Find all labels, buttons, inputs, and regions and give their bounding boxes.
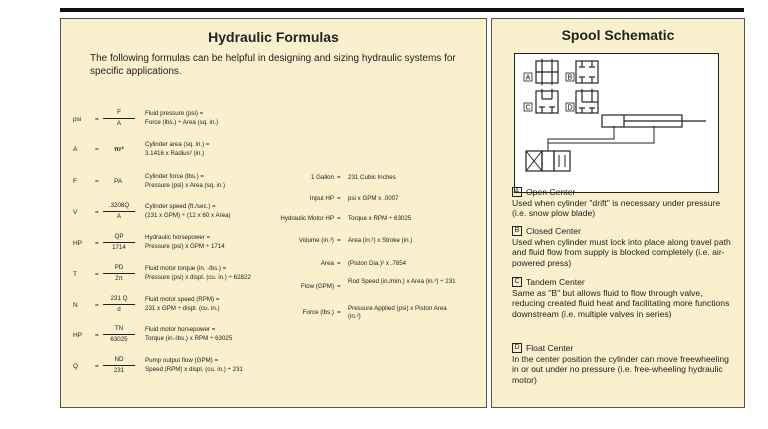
- conversion-value: Pressure Applied (psi) x Piston Area (in.²): [348, 305, 447, 320]
- spool-description: Used when cylinder must lock into place along travel path and fluid flow from supply is blocked completely (i.e. air-powered press): [512, 236, 731, 268]
- spool-entry-b: [512, 226, 734, 268]
- formula-fraction: $\frac{PD}{2\pi}$: [103, 264, 135, 283]
- formula-fraction: $\frac{TN}{63025}$: [103, 325, 135, 344]
- equals-sign: =: [337, 195, 341, 202]
- conversion-label: Flow (GPM): [301, 283, 334, 290]
- spool-name: Open Center: [526, 187, 576, 197]
- formula-description: Fluid pressure (psi) = Force (lbs.) ÷ Area (sq. in.): [145, 110, 219, 126]
- intro-text: The following formulas can be helpful in designing and sizing hydraulic systems for specific applications.: [90, 53, 456, 77]
- equals-sign: =: [337, 260, 341, 267]
- spool-letter: A: [525, 74, 531, 82]
- spool-entry-d: [512, 343, 734, 385]
- formula-symbol: psi: [73, 116, 82, 123]
- conversion-label: Input HP: [309, 195, 334, 202]
- spool-description: Same as "B" but allows fluid to flow through valve, reducing created fluid heat and facilitating more functions downstream (i.e. multiple valves in series): [512, 287, 730, 319]
- spool-schematic-diagram: [514, 53, 719, 193]
- formula-description: Pump output flow (GPM) = Speed (RPM) x displ. (cu. in.) ÷ 231: [145, 357, 243, 373]
- formula-fraction: $\frac{F}{A}$: [103, 109, 135, 128]
- equals-sign: =: [95, 116, 99, 123]
- formula-fraction: $\frac{QP}{1714}$: [103, 233, 135, 252]
- spool-name: Tandem Center: [526, 277, 585, 287]
- spool-description: Used when cylinder "drift" is necessary under pressure (i.e. snow plow blade): [512, 197, 721, 218]
- formula-symbol: HP: [73, 240, 83, 247]
- equals-sign: =: [95, 178, 99, 185]
- spool-letter-box: C: [512, 277, 522, 287]
- spool-description: In the center position the cylinder can move freewheeling in or out under no pressure (i.e. free-wheeling hydraulic motor): [512, 353, 729, 385]
- formula-symbol: V: [73, 209, 78, 216]
- formula-description: Fluid motor torque (in. -lbs.) = Pressure (psi) x displ. (cu. in.) ÷ 62822: [145, 265, 251, 281]
- conversion-label: Force (lbs.): [302, 309, 334, 316]
- equals-sign: =: [95, 146, 99, 153]
- formula-fraction: $\frac{.3208Q}{A}$: [103, 202, 135, 221]
- spool-letter: C: [525, 104, 531, 112]
- formula-expression: πr²: [114, 146, 124, 153]
- conversion-value: (Piston Dia.)² x .7854: [348, 260, 407, 267]
- conversion-label: 1 Gallon: [310, 174, 334, 181]
- conversion-label: Volume (in.³): [298, 237, 334, 244]
- formula-description: Hydraulic horsepower = Pressure (psi) x GPM ÷ 1714: [145, 234, 225, 250]
- spool-letter: D: [567, 104, 573, 112]
- formula-description: Cylinder speed (ft./sec.) = (231 x GPM) ÷ (12 x 60 x Area): [145, 203, 231, 219]
- spool-letter: B: [567, 74, 573, 82]
- formula-expression: PA: [114, 178, 123, 185]
- formula-symbol: Q: [73, 363, 79, 370]
- formula-description: Fluid motor horsepower = Torque (in.-lbs.) x RPM ÷ 63025: [145, 326, 233, 342]
- conversion-value: Torque x RPM ÷ 63025: [348, 215, 412, 222]
- equals-sign: =: [337, 174, 341, 181]
- conversion-label: Hydraulic Motor HP: [280, 215, 334, 222]
- conversion-value: Area (in.²) x Stroke (in.): [348, 237, 413, 244]
- formula-symbol: N: [73, 302, 78, 309]
- equals-sign: =: [95, 271, 99, 278]
- formula-description: Cylinder force (lbs.) = Pressure (psi) x Area (sq. in.): [145, 173, 226, 189]
- formula-fraction: $\frac{231 Q}{d}$: [103, 295, 135, 314]
- equals-sign: =: [95, 209, 99, 216]
- formula-symbol: A: [73, 146, 78, 153]
- formula-symbol: T: [73, 271, 77, 278]
- spool-letter-box: A: [512, 187, 522, 197]
- spool-letter-box: B: [512, 226, 522, 236]
- panel-title: Spool Schematic: [561, 27, 675, 43]
- spool-entry-a: [512, 187, 734, 219]
- equals-sign: =: [337, 309, 341, 316]
- hydraulic-formulas-panel: [60, 18, 487, 408]
- equals-sign: =: [337, 215, 341, 222]
- equals-sign: =: [95, 302, 99, 309]
- conversion-value: Rod Speed (in./min.) x Area (in.²) ÷ 231: [348, 278, 456, 285]
- spool-letter-box: D: [512, 343, 522, 353]
- panel-title: Hydraulic Formulas: [208, 29, 339, 45]
- formula-symbol: HP: [73, 332, 83, 339]
- equals-sign: =: [95, 363, 99, 370]
- equals-sign: =: [95, 240, 99, 247]
- equals-sign: =: [337, 237, 341, 244]
- spool-name: Closed Center: [526, 226, 581, 236]
- conversion-value: 231 Cubic Inches: [348, 174, 396, 181]
- spool-name: Float Center: [526, 343, 574, 353]
- formula-fraction: $\frac{ND}{231}$: [103, 356, 135, 375]
- top-rule: [60, 8, 744, 12]
- spool-entry-c: [512, 277, 734, 319]
- equals-sign: =: [337, 283, 341, 290]
- equals-sign: =: [95, 332, 99, 339]
- conversion-value: psi x GPM x .0007: [348, 195, 399, 202]
- spool-schematic-panel: [491, 18, 745, 408]
- conversion-label: Area: [320, 260, 334, 267]
- formula-description: Fluid motor speed (RPM) = 231 x GPM ÷ displ. (cu. in.): [145, 296, 220, 312]
- formula-description: Cylinder area (sq. in.) = 3.1416 x Radius² (in.): [145, 141, 210, 157]
- formula-symbol: F: [73, 178, 77, 185]
